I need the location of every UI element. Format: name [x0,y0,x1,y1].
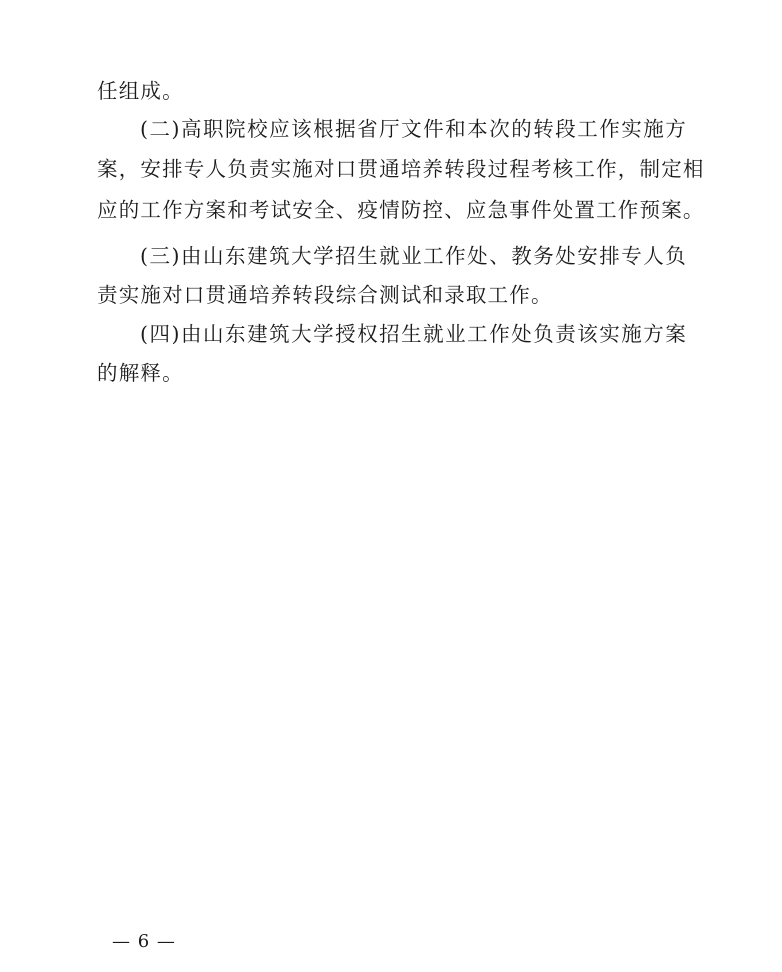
paragraph-line: (四)由山东建筑大学授权招生就业工作处负责该实施方案 [140,322,687,346]
paragraph-line: 任组成。 [97,79,184,103]
paragraph-line: 的解释。 [97,361,184,385]
paragraph-line: 责实施对口贯通培养转段综合测试和录取工作。 [97,283,553,307]
paragraph-line: 应的工作方案和考试安全、疫情防控、应急事件处置工作预案。 [97,198,705,222]
paragraph-line: 案，安排专人负责实施对口贯通培养转段过程考核工作，制定相 [97,157,705,181]
paragraph-line: (二)高职院校应该根据省厅文件和本次的转段工作实施方 [140,117,687,141]
paragraph-line: (三)由山东建筑大学招生就业工作处、教务处安排专人负 [140,244,687,268]
page-number: — 6 — [112,931,176,952]
